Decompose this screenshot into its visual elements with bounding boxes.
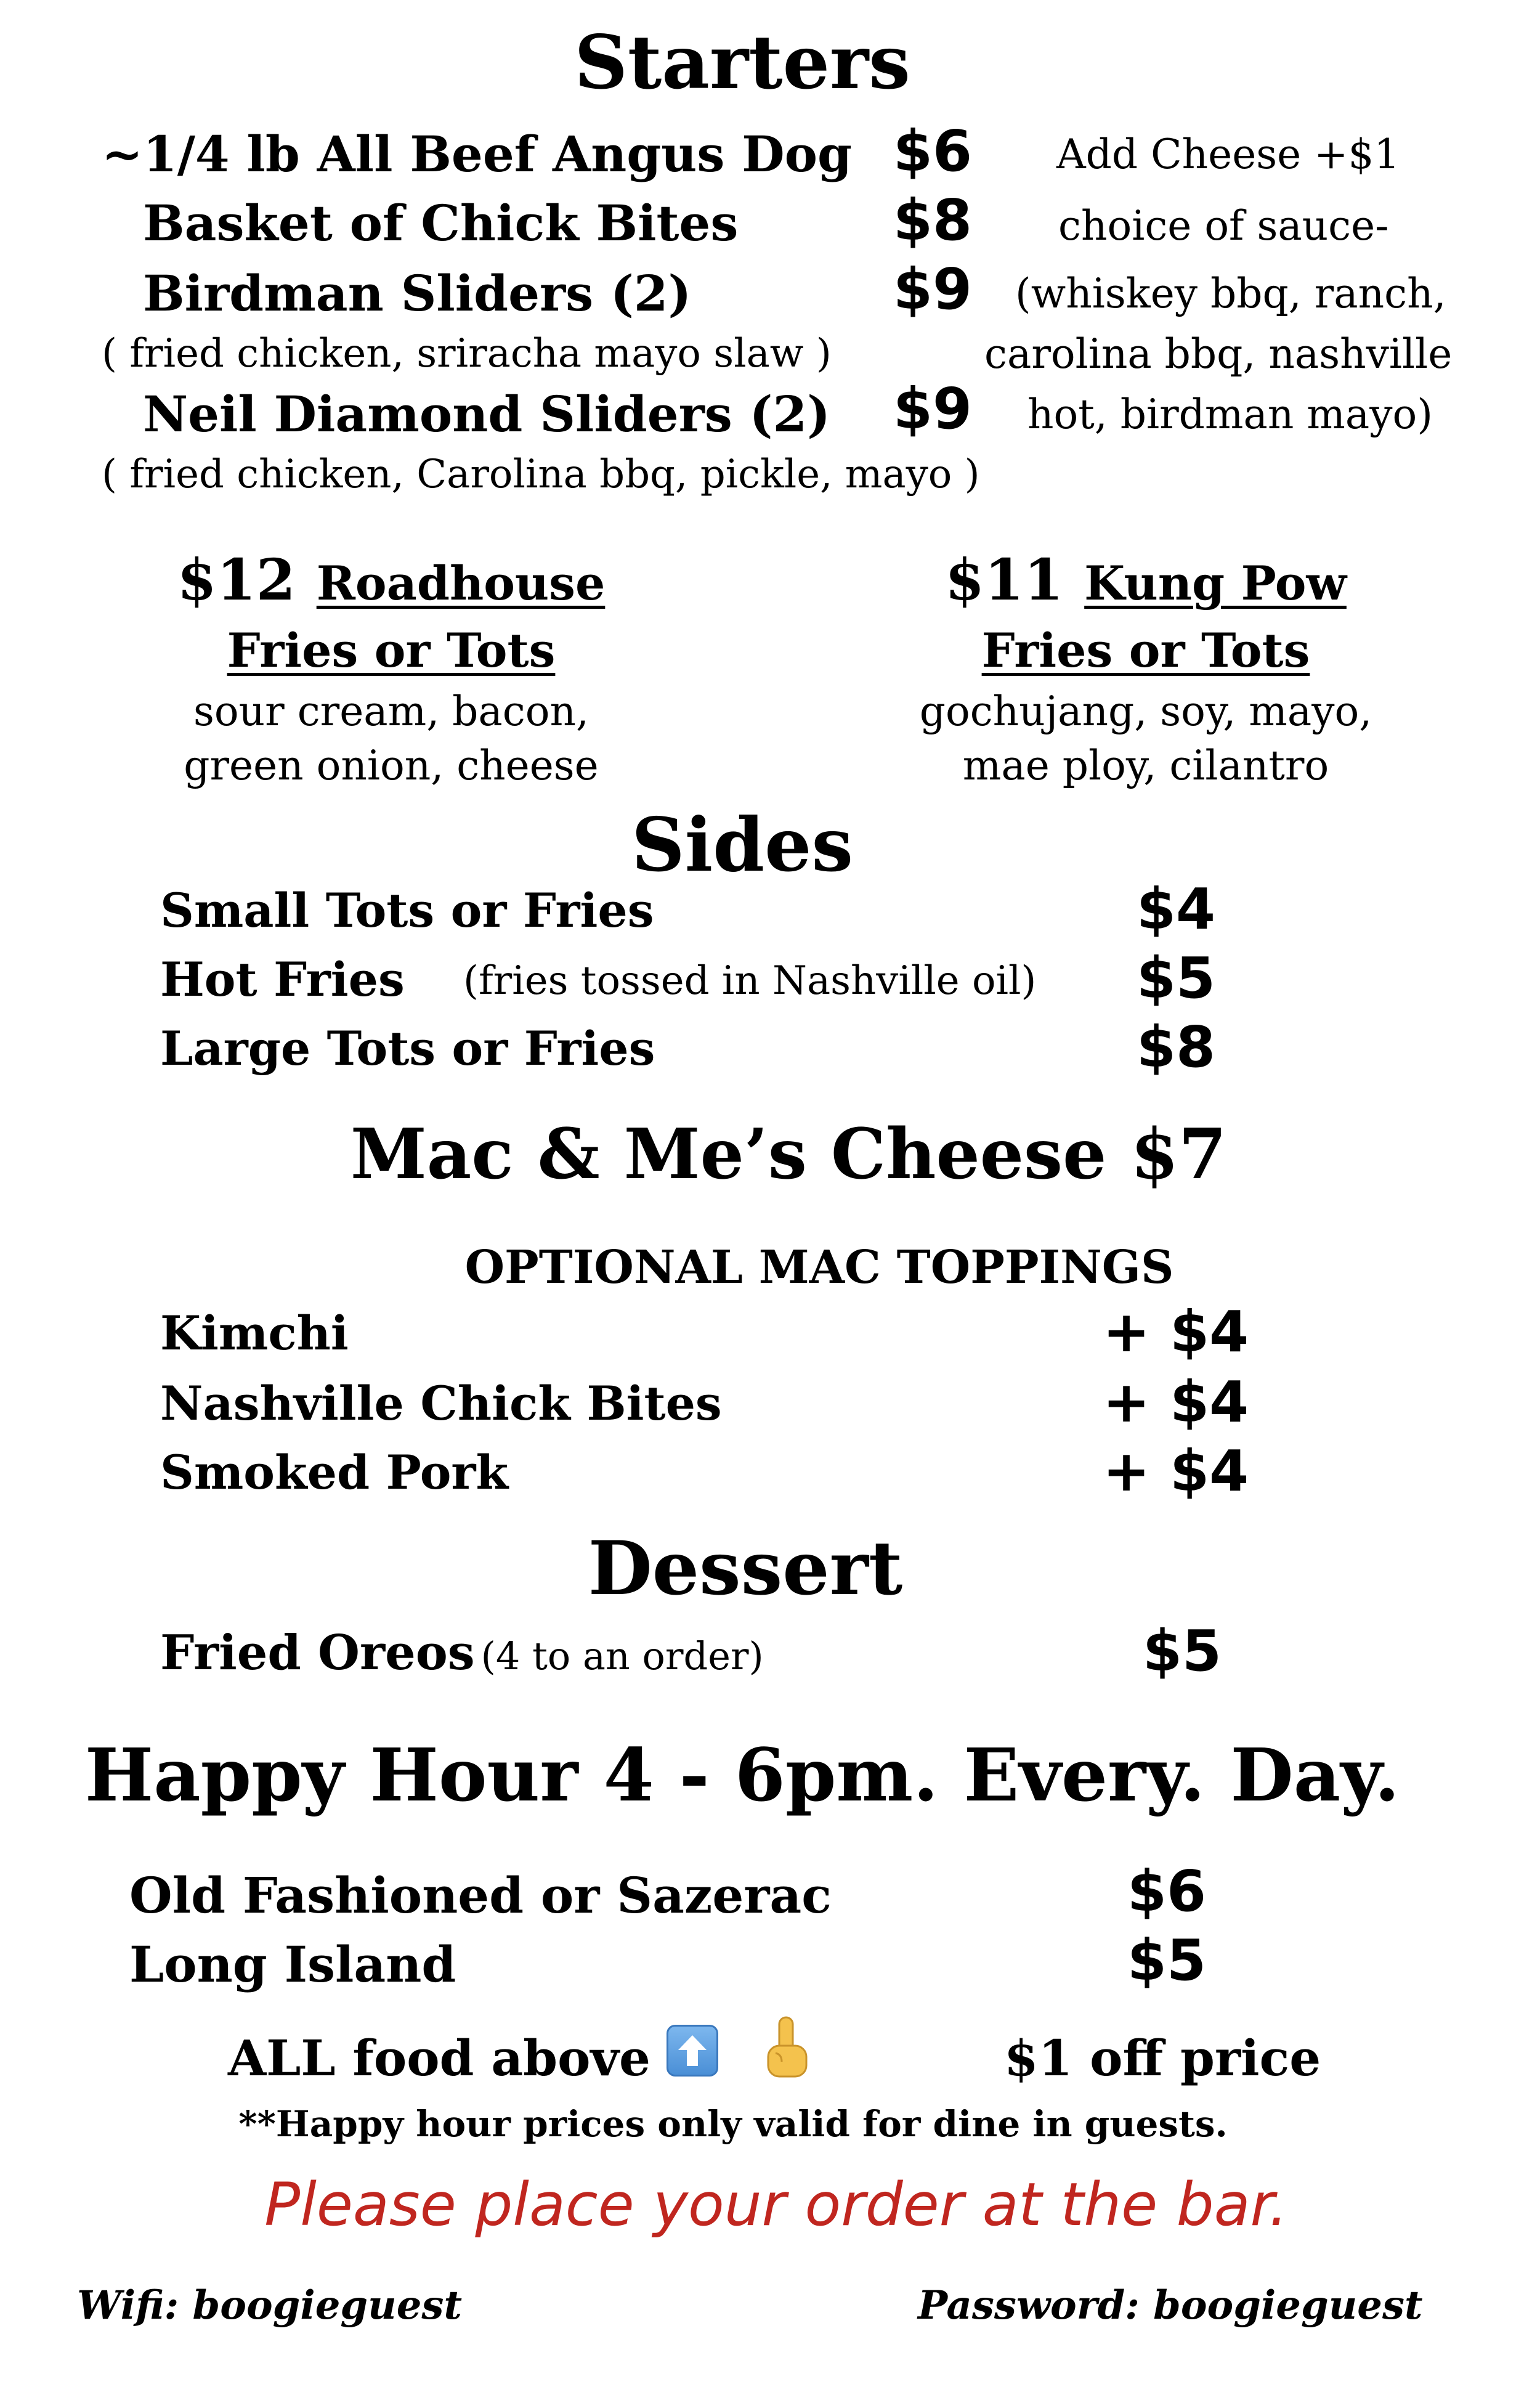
dessert-item (160, 1625, 764, 1681)
kung-pow-ingredients: mae ploy, cilantro (962, 742, 1329, 789)
happy-hour-heading: Happy Hour 4 - 6pm. Every. Day. (84, 1732, 1400, 1818)
topping-name: Nashville Chick Bites (160, 1376, 722, 1431)
dessert-heading: Dessert (588, 1525, 903, 1612)
roadhouse-ingredients: sour cream, bacon, (193, 688, 589, 735)
starter-note: Add Cheese +$1 (1056, 131, 1400, 178)
dessert-note: (4 to an order) (480, 1633, 764, 1678)
dessert-name: Fried Oreos (160, 1625, 475, 1681)
side-name: Hot Fries (160, 952, 405, 1007)
pointing-finger-icon (755, 2014, 816, 2081)
starter-note: hot, birdman mayo) (1027, 391, 1433, 438)
starter-name: Basket of Chick Bites (143, 194, 739, 252)
side-price: $4 (1137, 876, 1216, 942)
side-name: Large Tots or Fries (160, 1021, 655, 1076)
kung-pow-fries (752, 547, 1540, 613)
starters-heading: Starters (574, 19, 910, 106)
kung-pow-name: Kung Pow (1084, 556, 1347, 611)
mac-heading: Mac & Me’s Cheese $7 (350, 1114, 1227, 1195)
roadhouse-price: $12 (177, 547, 296, 613)
starter-description: ( fried chicken, Carolina bbq, pickle, mayo ) (102, 452, 980, 497)
drink-price: $5 (1127, 1927, 1207, 1993)
starter-price: $9 (893, 376, 973, 442)
starter-note: (whiskey bbq, ranch, (1015, 270, 1446, 317)
order-instructions: Please place your order at the bar. (264, 2170, 1288, 2239)
starter-price: $8 (893, 187, 973, 253)
roadhouse-subtitle: Fries or Tots (227, 623, 556, 678)
mac-toppings-heading: OPTIONAL MAC TOPPINGS (464, 1241, 1174, 1294)
roadhouse-ingredients: green onion, cheese (184, 742, 599, 789)
happy-hour-food-label: ALL food above (228, 2029, 650, 2087)
starter-description: ( fried chicken, sriracha mayo slaw ) (102, 331, 832, 376)
happy-hour-food-discount: $1 off price (1004, 2029, 1321, 2087)
starter-name: ~1/4 lb All Beef Angus Dog (102, 125, 852, 183)
wifi-name: Wifi: boogieguest (77, 2282, 462, 2329)
wifi-password: Password: boogieguest (918, 2282, 1423, 2329)
starter-name: Neil Diamond Sliders (2) (143, 385, 831, 443)
starter-note: carolina bbq, nashville (984, 330, 1453, 378)
kung-pow-subtitle: Fries or Tots (981, 623, 1310, 678)
starter-name: Birdman Sliders (2) (143, 264, 692, 322)
starter-note: choice of sauce- (1058, 202, 1389, 250)
side-price: $8 (1137, 1014, 1216, 1080)
drink-price: $6 (1127, 1858, 1207, 1924)
starter-price: $9 (893, 256, 973, 322)
kung-pow-price: $11 (945, 547, 1064, 613)
topping-price: + $4 (1103, 1438, 1249, 1504)
up-arrow-icon (667, 2025, 718, 2079)
roadhouse-fries (0, 547, 782, 613)
dessert-price: $5 (1143, 1618, 1222, 1684)
topping-name: Smoked Pork (160, 1445, 509, 1500)
topping-price: + $4 (1103, 1299, 1249, 1365)
side-name: Small Tots or Fries (160, 883, 654, 938)
happy-hour-disclaimer: **Happy hour prices only valid for dine in guests. (238, 2103, 1228, 2145)
kung-pow-ingredients: gochujang, soy, mayo, (919, 688, 1372, 735)
starter-price: $6 (893, 118, 973, 184)
topping-price: + $4 (1103, 1369, 1249, 1435)
side-note: (fries tossed in Nashville oil) (463, 958, 1037, 1004)
topping-name: Kimchi (160, 1306, 349, 1361)
sides-heading: Sides (631, 802, 854, 889)
drink-name: Long Island (129, 1935, 456, 1993)
side-price: $5 (1137, 945, 1216, 1011)
roadhouse-name: Roadhouse (316, 556, 606, 611)
drink-name: Old Fashioned or Sazerac (129, 1866, 832, 1924)
